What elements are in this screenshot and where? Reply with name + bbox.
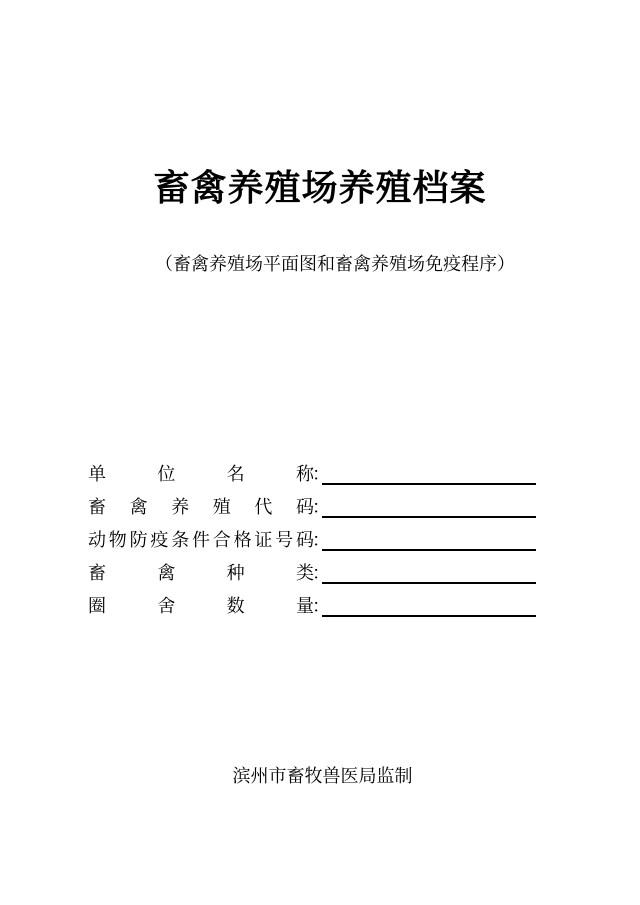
form-row [88, 454, 548, 487]
fill-in-line[interactable] [322, 483, 536, 485]
field-colon: ： [312, 596, 330, 617]
field-colon: ： [312, 563, 330, 584]
document-title: 畜禽养殖场养殖档案 [153, 167, 487, 209]
field-label: 畜 禽 养 殖 代 码 [88, 497, 314, 518]
form-row [88, 553, 548, 586]
fill-in-line[interactable] [322, 582, 536, 584]
fill-in-line[interactable] [322, 516, 536, 518]
form-row [88, 487, 548, 520]
issuer-footer: 滨州市畜牧兽医局监制 [232, 766, 413, 787]
form-row [88, 586, 548, 619]
field-colon: ： [312, 530, 330, 551]
fill-in-line[interactable] [322, 549, 536, 551]
field-colon: ： [312, 497, 330, 518]
field-label: 动 物 防 疫 条 件 合 格 证 号 码 [88, 530, 314, 551]
field-label: 畜 禽 种 类 [88, 563, 314, 584]
field-label: 单 位 名 称 [88, 464, 314, 485]
form-row [88, 520, 548, 553]
field-colon: ： [312, 464, 330, 485]
field-label: 圈 舍 数 量 [88, 596, 314, 617]
info-form [88, 454, 548, 619]
document-subtitle: （畜禽养殖场平面图和畜禽养殖场免疫程序） [155, 254, 515, 275]
fill-in-line[interactable] [322, 615, 536, 617]
